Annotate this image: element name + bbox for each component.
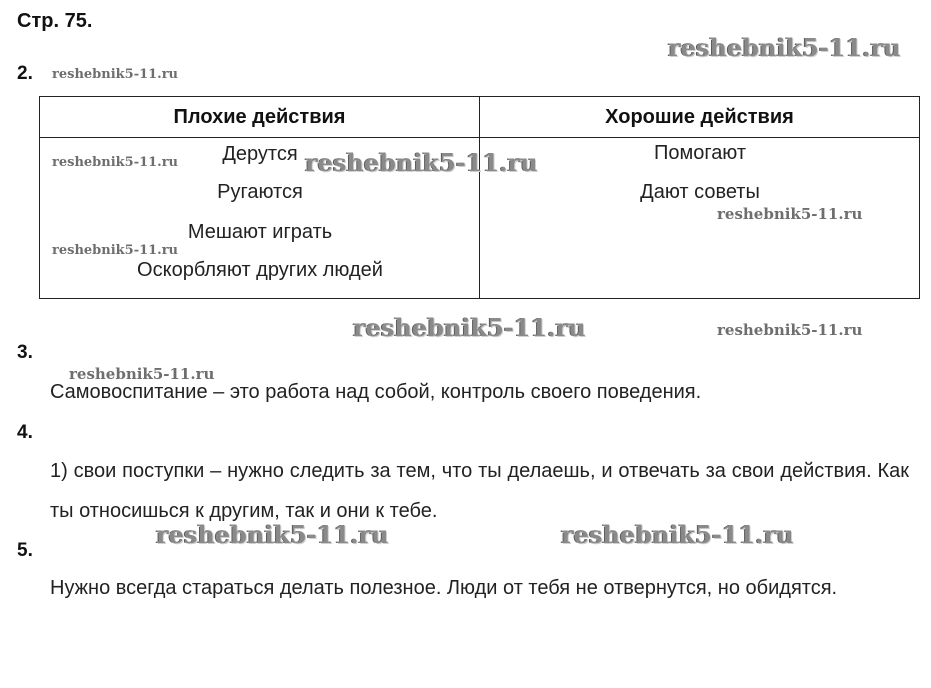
watermark: reshebnik5-11.ru — [52, 67, 179, 82]
actions-table — [39, 96, 920, 299]
page-heading: Стр. 75. — [17, 10, 93, 32]
good-action-item: Помогают — [653, 142, 747, 164]
bad-action-item: Дерутся — [222, 143, 298, 165]
bad-action-item: Оскорбляют других людей — [137, 259, 383, 281]
task-5-number: 5. — [17, 540, 33, 561]
task-3-text: Самовоспитание – это работа над собой, контроль своего поведения. — [50, 381, 702, 403]
watermark: reshebnik5-11.ru — [156, 520, 389, 549]
watermark: reshebnik5-11.ru — [668, 33, 901, 62]
good-action-item: Дают советы — [640, 181, 760, 203]
task-4-text: 1) свои поступки – нужно следить за тем, что ты делаешь, и отвечать за свои действия. Как ты относишься к другим, так и они к тебе. — [50, 460, 909, 522]
watermark: reshebnik5-11.ru — [717, 205, 863, 223]
task-4-number: 4. — [17, 422, 33, 443]
bad-action-item: Ругаются — [217, 181, 303, 203]
watermark: reshebnik5-11.ru — [305, 148, 538, 177]
watermark: reshebnik5-11.ru — [561, 520, 794, 549]
task-5-text: Нужно всегда стараться делать полезное. Люди от тебя не отвернутся, но обидятся. — [50, 577, 838, 599]
watermark: reshebnik5-11.ru — [52, 243, 179, 258]
table-header-row — [40, 97, 920, 138]
task-3-number: 3. — [17, 342, 33, 363]
bad-action-item: Мешают играть — [187, 221, 333, 243]
header-bad-actions: Плохие действия — [40, 97, 480, 138]
watermark: reshebnik5-11.ru — [69, 365, 215, 383]
task-2-number: 2. — [17, 63, 33, 84]
watermark: reshebnik5-11.ru — [717, 321, 863, 339]
header-good-actions: Хорошие действия — [480, 97, 920, 138]
watermark: reshebnik5-11.ru — [52, 155, 179, 170]
watermark: reshebnik5-11.ru — [353, 313, 586, 342]
